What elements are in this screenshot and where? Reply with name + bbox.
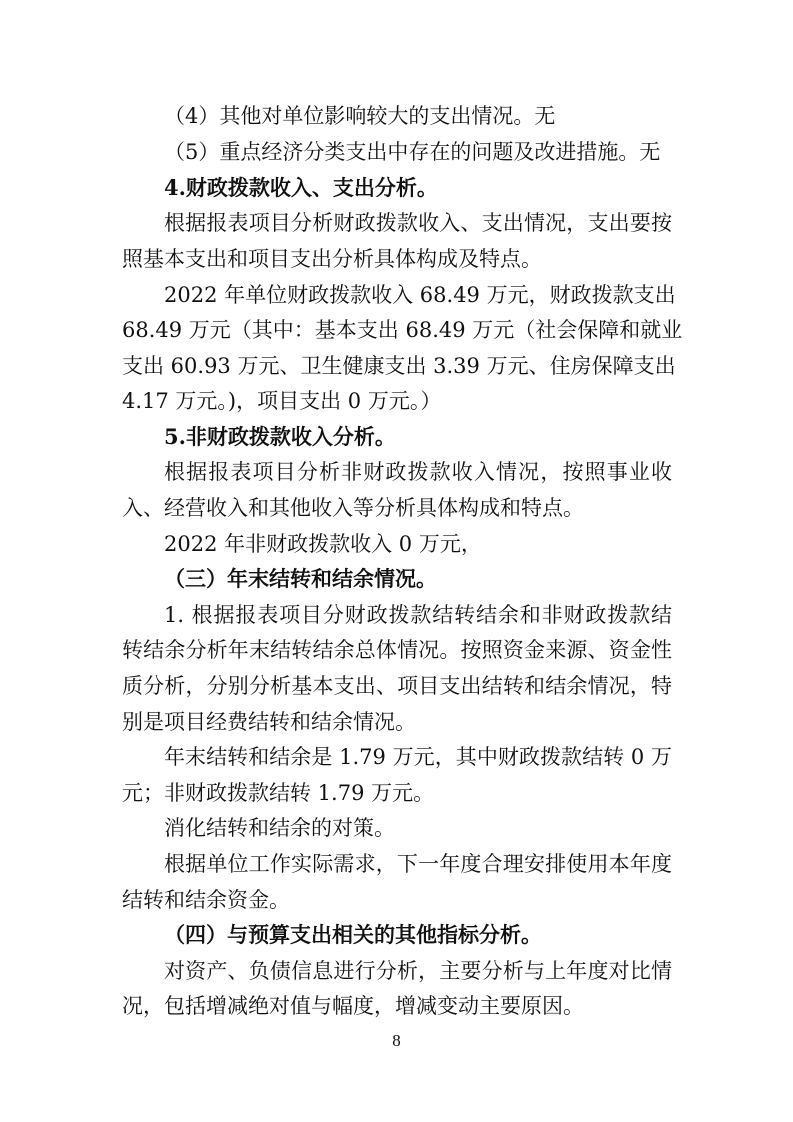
paragraph-line: 4.17 万元。)，项目支出 0 万元。）	[122, 389, 442, 413]
paragraph-line: 对资产、负债信息进行分析，主要分析与上年度对比情	[164, 959, 672, 983]
paragraph-line: 照基本支出和项目支出分析具体构成及特点。	[122, 247, 542, 271]
paragraph-line: （5）重点经济分类支出中存在的问题及改进措施。无	[164, 140, 661, 164]
page-number: 8	[392, 1031, 401, 1050]
section-heading: （四）与预算支出相关的其他指标分析。	[164, 922, 542, 947]
paragraph-line: 质分析，分别分析基本支出、项目支出结转和结余情况，特	[122, 674, 672, 698]
paragraph-line: 支出 60.93 万元、卫生健康支出 3.39 万元、住房保障支出	[122, 354, 676, 378]
paragraph-line: 况，包括增减绝对值与幅度，增减变动主要原因。	[122, 994, 584, 1018]
paragraph-line: 1. 根据报表项目分财政拨款结转结余和非财政拨款结	[164, 603, 672, 627]
paragraph-line: 根据单位工作实际需求，下一年度合理安排使用本年度	[164, 852, 672, 876]
paragraph-line: 根据报表项目分析财政拨款收入、支出情况，支出要按	[164, 211, 672, 235]
section-heading: 4.财政拨款收入、支出分析。	[164, 175, 438, 200]
paragraph-line: 入、经营收入和其他收入等分析具体构成和特点。	[122, 496, 584, 520]
paragraph-line: 别是项目经费结转和结余情况。	[122, 710, 416, 734]
paragraph-line: 元；非财政拨款结转 1.79 万元。	[122, 781, 435, 805]
paragraph-line: 2022 年单位财政拨款收入 68.49 万元，财政拨款支出	[164, 283, 676, 307]
paragraph-line: 根据报表项目分析非财政拨款收入情况，按照事业收	[164, 460, 672, 484]
paragraph-line: （4）其他对单位影响较大的支出情况。无	[164, 104, 556, 128]
paragraph-line: 2022 年非财政拨款收入 0 万元，	[164, 532, 482, 556]
paragraph-line: 转结余分析年末结转结余总体情况。按照资金来源、资金性	[122, 638, 672, 662]
paragraph-line: 结转和结余资金。	[122, 888, 290, 912]
paragraph-line: 68.49 万元（其中：基本支出 68.49 万元（社会保障和就业	[122, 318, 683, 342]
section-heading: 5.非财政拨款收入分析。	[164, 424, 396, 449]
paragraph-line: 消化结转和结余的对策。	[164, 816, 395, 840]
paragraph-line: 年末结转和结余是 1.79 万元，其中财政拨款结转 0 万	[164, 745, 672, 769]
section-heading: （三）年末结转和结余情况。	[164, 566, 437, 591]
